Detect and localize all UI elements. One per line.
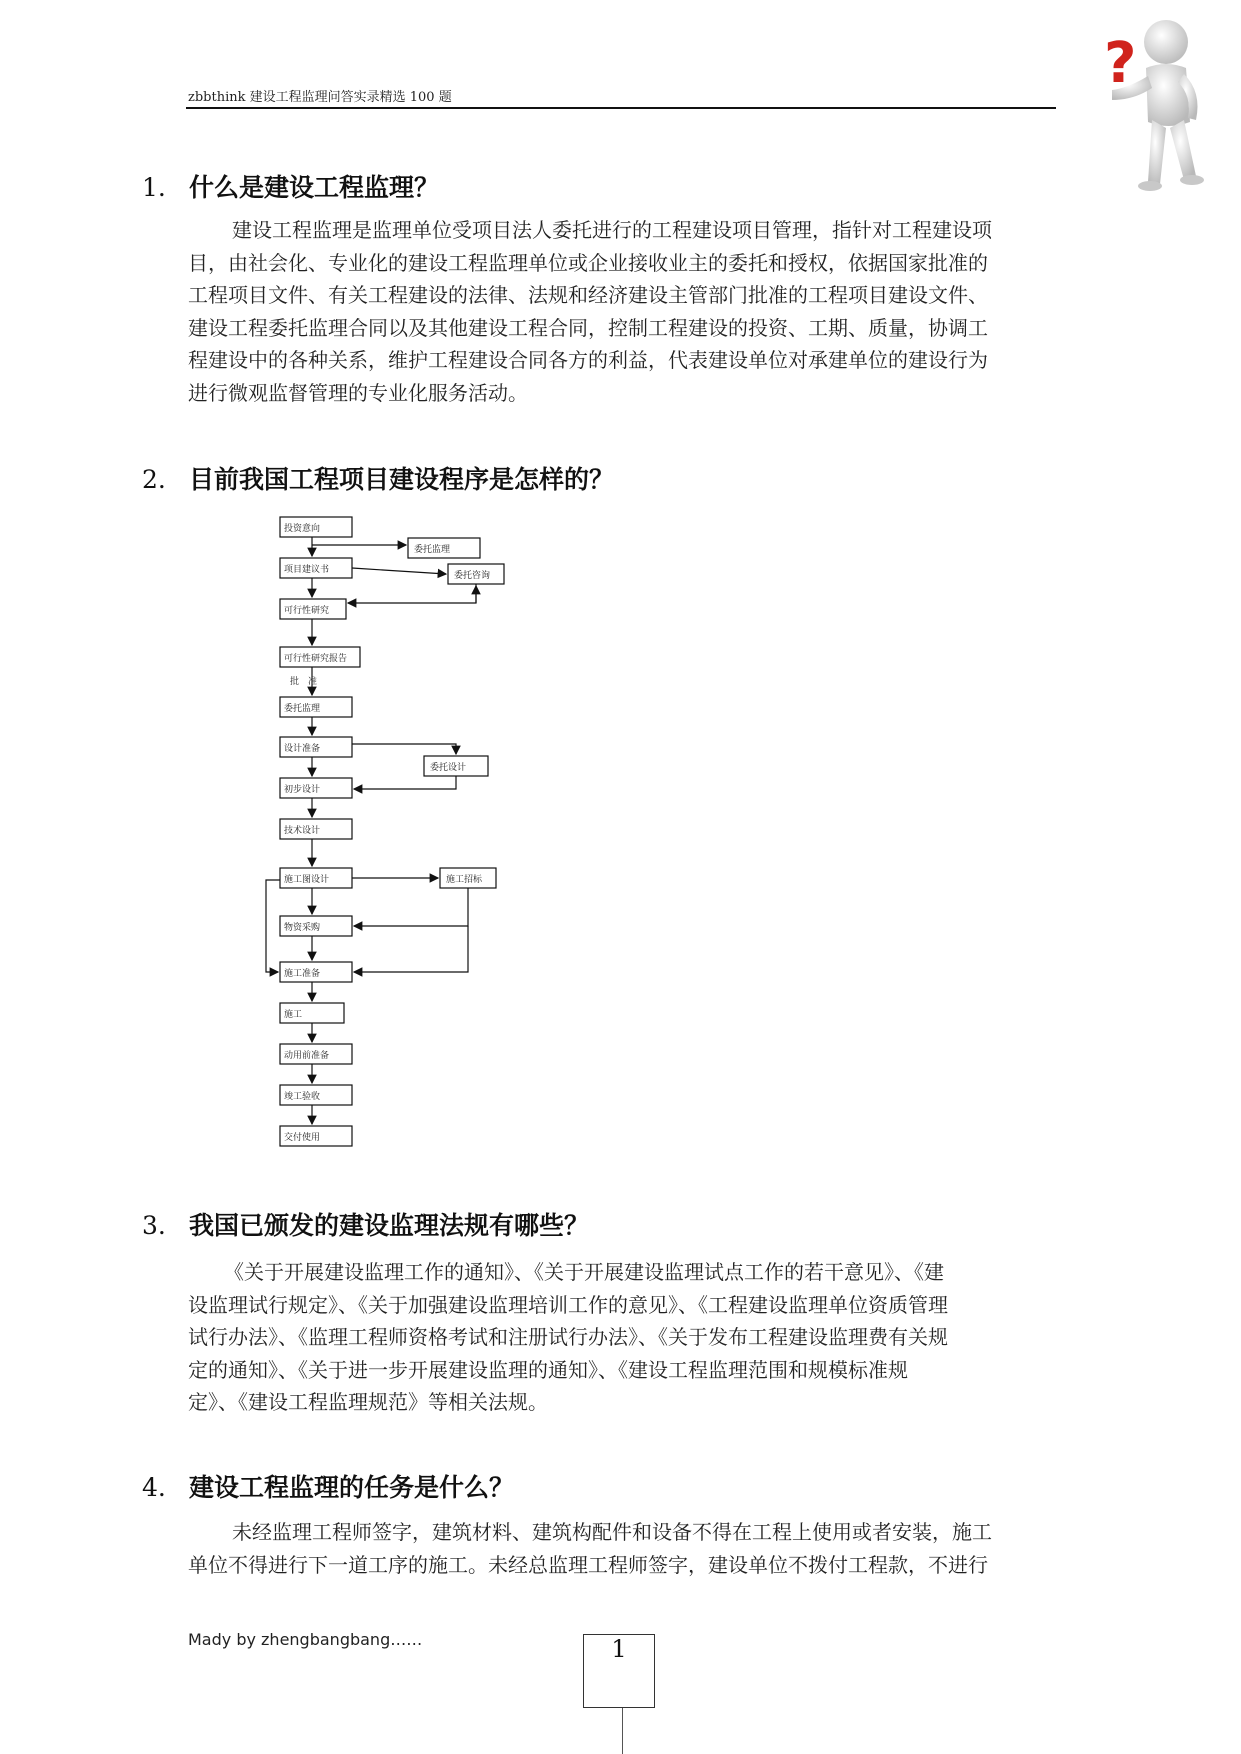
flow-side-label: 委托咨询 (454, 571, 491, 581)
answer-line: 进行微观监督管理的专业化服务活动。 (188, 380, 528, 405)
flow-side-label: 委托设计 (430, 763, 467, 773)
page-number: 1 (611, 1635, 627, 1663)
answer-line: 建设工程监理是监理单位受项目法人委托进行的工程建设项目管理，指针对工程建设项 (232, 218, 992, 242)
question-1-answer (188, 214, 1056, 409)
flow-approval-label: 批 准 (290, 677, 318, 687)
flow-label: 设计准备 (284, 744, 321, 754)
question-title-text: 建设工程监理的任务是什么？ (189, 1473, 515, 1502)
flow-label: 施工准备 (284, 969, 321, 979)
flow-label: 物资采购 (284, 923, 321, 933)
question-number: 1. (142, 173, 166, 202)
question-2-title (142, 460, 614, 496)
answer-line: 《关于开展建设监理工作的通知》、《关于开展建设监理试点工作的若干意见》、《建 (224, 1260, 944, 1284)
header-rule (186, 107, 1056, 109)
flow-side-label: 委托监理 (414, 545, 451, 555)
question-title-text: 目前我国工程项目建设程序是怎样的？ (189, 465, 615, 494)
svg-text:?: ? (1104, 31, 1137, 96)
question-number: 2. (142, 465, 166, 494)
question-title-text: 什么是建设工程监理？ (189, 173, 440, 202)
answer-line: 定》、《建设工程监理规范》等相关法规。 (188, 1390, 548, 1414)
question-title-text: 我国已颁发的建设监理法规有哪些？ (189, 1211, 590, 1240)
flow-label: 可行性研究 (284, 606, 330, 616)
question-4-answer (188, 1516, 1056, 1581)
question-number: 4. (142, 1473, 166, 1502)
flow-label: 技术设计 (284, 826, 321, 836)
flow-label: 委托监理 (284, 704, 321, 714)
answer-line: 未经监理工程师签字，建筑材料、建筑构配件和设备不得在工程上使用或者安装，施工 (232, 1520, 992, 1544)
question-4-title (142, 1468, 514, 1504)
flow-label: 项目建议书 (284, 565, 330, 575)
answer-line: 试行办法》、《监理工程师资格考试和注册试行办法》、《关于发布工程建设监理费有关规 (188, 1325, 948, 1349)
construction-procedure-flowchart (260, 508, 520, 1158)
question-3-answer (188, 1256, 1056, 1419)
flow-label: 动用前准备 (284, 1051, 330, 1061)
flow-label: 施工图设计 (284, 875, 330, 885)
flow-label: 投资意向 (284, 524, 321, 534)
answer-line: 设监理试行规定》、《关于加强建设监理培训工作的意见》、《工程建设监理单位资质管理 (188, 1292, 948, 1317)
flow-label: 施工 (284, 1010, 303, 1020)
answer-line: 单位不得进行下一道工序的施工。未经总监理工程师签字，建设单位不拨付工程款，不进行 (188, 1552, 988, 1577)
flow-label: 交付使用 (284, 1133, 321, 1143)
question-3-title (142, 1206, 589, 1242)
flow-side-label: 施工招标 (446, 875, 483, 885)
answer-line: 定的通知》、《关于进一步开展建设监理的通知》、《建设工程监理范围和规模标准规 (188, 1357, 908, 1382)
question-number: 3. (142, 1211, 166, 1240)
answer-line: 建设工程委托监理合同以及其他建设工程合同，控制工程建设的投资、工期、质量，协调工 (188, 315, 988, 340)
flow-label: 初步设计 (284, 785, 321, 795)
running-header: zbbthink 建设工程监理问答实录精选 100 题 (188, 90, 452, 105)
flow-label: 竣工验收 (284, 1092, 321, 1102)
footer-credit: Mady by zhengbangbang…… (188, 1630, 423, 1649)
flow-label: 可行性研究报告 (284, 654, 348, 664)
answer-line: 程建设中的各种关系，维护工程建设合同各方的利益，代表建设单位对承建单位的建设行为 (188, 348, 988, 372)
answer-line: 目，由社会化、专业化的建设工程监理单位或企业接收业主的委托和授权，依据国家批准的 (188, 250, 988, 275)
page-number-connector (622, 1708, 623, 1754)
thinking-figure-question-mark-icon (1098, 12, 1224, 202)
page-number-box (583, 1634, 655, 1708)
answer-line: 工程项目文件、有关工程建设的法律、法规和经济建设主管部门批准的工程项目建设文件、 (188, 283, 988, 307)
question-1-title (142, 168, 439, 204)
